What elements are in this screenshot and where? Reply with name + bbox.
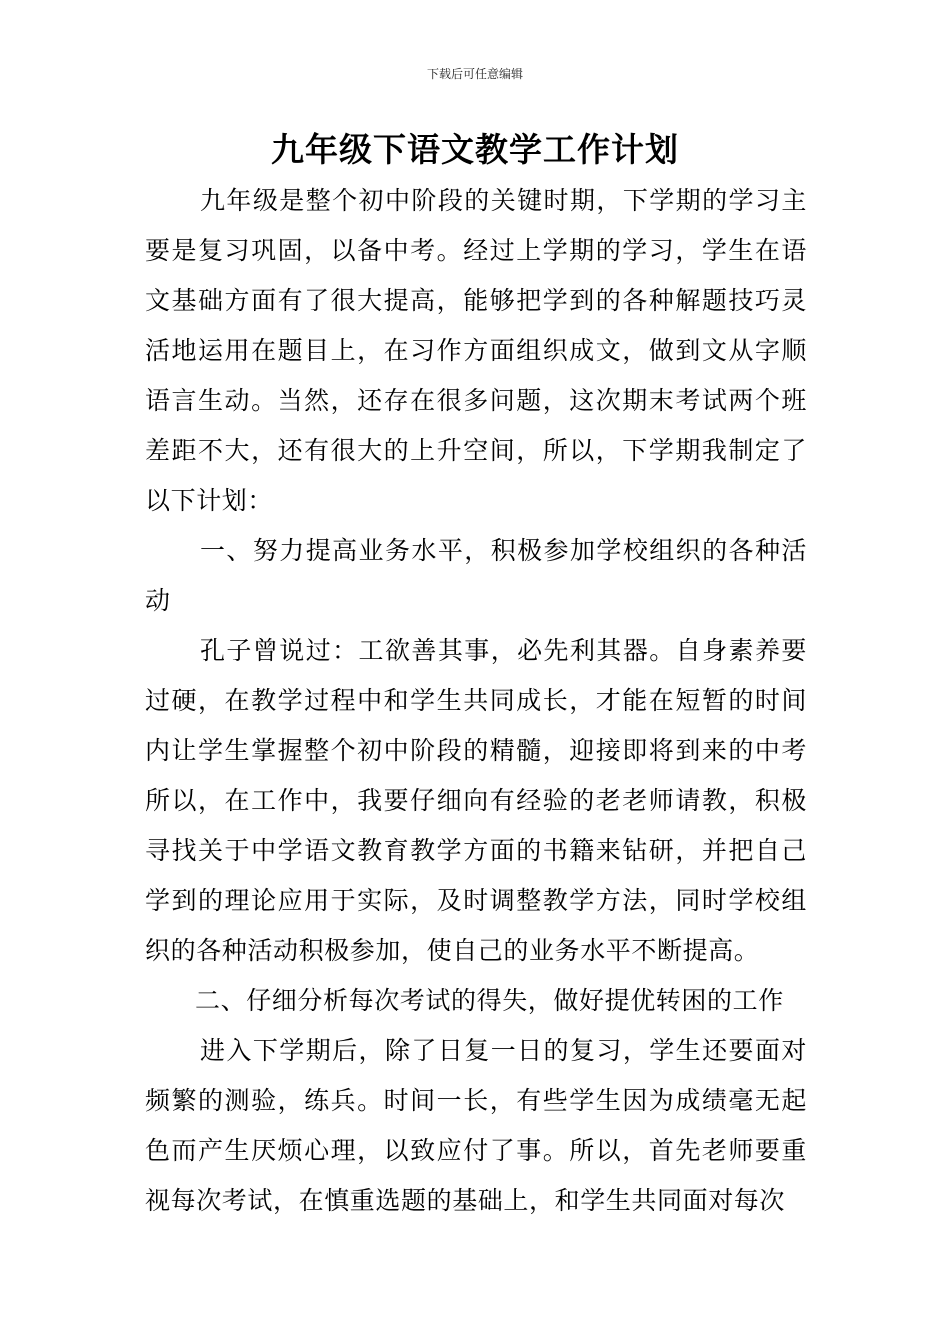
document-body — [145, 176, 807, 1226]
section-heading-2: 二、仔细分析每次考试的得失，做好提优转困的工作 — [195, 986, 784, 1015]
intro-paragraph: 九年级是整个初中阶段的关键时期，下学期的学习主要是复习巩固，以备中考。经过上学期的学习，学生在语文基础方面有了很大提高，能够把学到的各种解题技巧灵活地运用在题目上，在习作方面组织成文，做到文从字顺语言生动。当然，还存在很多问题，这次期末考试两个班差距不大，还有很大的上升空间，所以，下学期我制定了以下计划： — [145, 186, 807, 515]
document-title: 九年级下语文教学工作计划 — [271, 130, 679, 169]
section-heading-1: 一、努力提高业务水平，积极参加学校组织的各种活动 — [145, 536, 807, 615]
header-note: 下载后可任意编辑 — [426, 67, 523, 81]
section-1-paragraph: 孔子曾说过：工欲善其事，必先利其器。自身素养要过硬，在教学过程中和学生共同成长，才能在短暂的时间内让学生掌握整个初中阶段的精髓，迎接即将到来的中考所以，在工作中，我要仔细向有经验的老老师请教，积极寻找关于中学语文教育教学方面的书籍来钻研，并把自己学到的理论应用于实际，及时调整教学方法，同时学校组织的各种活动积极参加，使自己的业务水平不断提高。 — [145, 636, 807, 965]
section-2-paragraph: 进入下学期后，除了日复一日的复习，学生还要面对频繁的测验，练兵。时间一长，有些学生因为成绩毫无起色而产生厌烦心理，以致应付了事。所以，首先老师要重视每次考试，在慎重选题的基础上，和学生共同面对每次 — [145, 1036, 807, 1215]
